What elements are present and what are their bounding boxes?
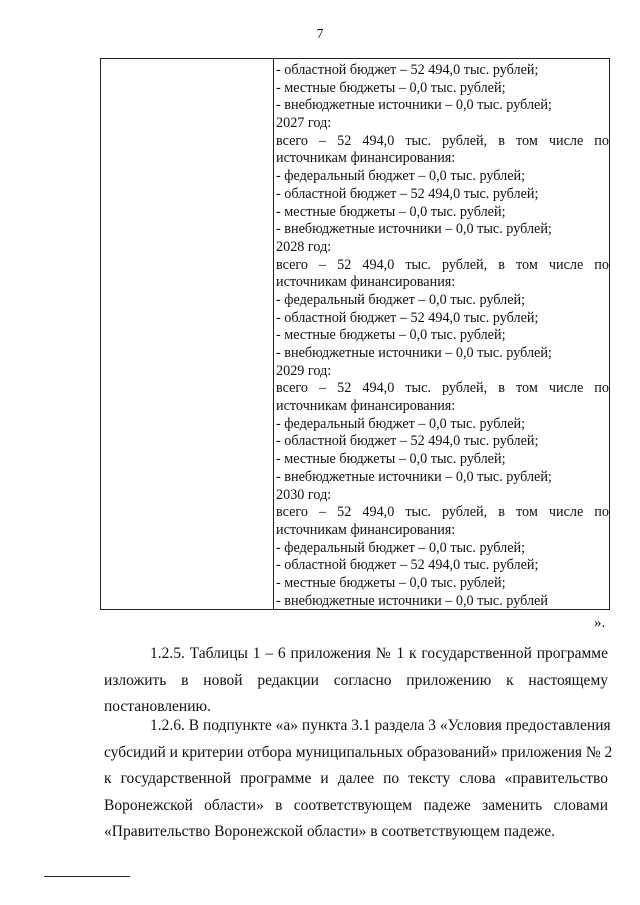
table-line: - областной бюджет – 52 494,0 тыс. рублей;	[276, 433, 539, 450]
table-line: - областной бюджет – 52 494,0 тыс. рублей;	[276, 62, 539, 78]
table-line: 2027 год:	[276, 115, 332, 132]
funding-table-cell	[276, 62, 609, 610]
table-line: источникам финансирования:	[276, 150, 456, 167]
table-line: - внебюджетные источники – 0,0 тыс. рублей;	[276, 97, 552, 114]
table-line: - местные бюджеты – 0,0 тыс. рублей;	[276, 574, 506, 591]
table-line: - областной бюджет – 52 494,0 тыс. рублей;	[276, 557, 539, 574]
table-line: - федеральный бюджет – 0,0 тыс. рублей;	[276, 539, 526, 556]
paragraph-line: изложить в новой редакции согласно приложению к настоящему	[104, 671, 608, 689]
table-line: - местные бюджеты – 0,0 тыс. рублей;	[276, 327, 506, 344]
table-line: 2028 год:	[276, 238, 332, 255]
paragraph-line: к государственной программе и далее по тексту слова «правительство	[104, 770, 608, 787]
table-line: - федеральный бюджет – 0,0 тыс. рублей;	[276, 168, 526, 185]
table-line: - областной бюджет – 52 494,0 тыс. рублей;	[276, 185, 539, 202]
paragraph-line: постановлению.	[104, 698, 211, 715]
table-line: - местные бюджеты – 0,0 тыс. рублей;	[276, 451, 506, 468]
table-line: всего – 52 494,0 тыс. рублей, в том числе по	[276, 132, 609, 149]
table-line: всего – 52 494,0 тыс. рублей, в том числе по	[276, 256, 609, 273]
table-line: - федеральный бюджет – 0,0 тыс. рублей;	[276, 291, 526, 308]
table-line: - внебюджетные источники – 0,0 тыс. рублей;	[276, 345, 552, 361]
table-column-divider	[273, 59, 274, 609]
table-line: - федеральный бюджет – 0,0 тыс. рублей;	[276, 415, 526, 432]
table-line: источникам финансирования:	[276, 398, 456, 415]
paragraph-line: Воронежской области» в соответствующем падеже заменить словами	[104, 796, 608, 814]
closing-quote: ».	[594, 615, 606, 631]
table-line: - местные бюджеты – 0,0 тыс. рублей;	[276, 203, 506, 220]
table-line: источникам финансирования:	[276, 521, 456, 538]
table-line: - внебюджетные источники – 0,0 тыс. рублей;	[276, 468, 552, 485]
paragraph-line: 1.2.6. В подпункте «а» пункта 3.1 раздела 3 «Условия предоставления	[150, 717, 611, 734]
paragraph-1-2-6	[104, 713, 613, 846]
footnote-rule	[44, 876, 130, 877]
paragraph-line: субсидий и критерии отбора муниципальных образований» приложения № 2	[104, 743, 613, 761]
table-line: - местные бюджеты – 0,0 тыс. рублей;	[276, 79, 506, 96]
table-line: - внебюджетные источники – 0,0 тыс. рублей;	[276, 221, 552, 238]
table-line: - внебюджетные источники – 0,0 тыс. рублей	[276, 592, 548, 609]
table-line: источникам финансирования:	[276, 274, 456, 291]
table-line: всего – 52 494,0 тыс. рублей, в том числе по	[276, 380, 609, 397]
table-line: - областной бюджет – 52 494,0 тыс. рублей;	[276, 309, 539, 326]
table-line: 2029 год:	[276, 362, 332, 379]
paragraph-line: «Правительство Воронежской области» в соответствующем падеже.	[104, 823, 555, 840]
table-line: 2030 год:	[276, 486, 332, 503]
page-number: 7	[316, 27, 324, 42]
paragraph-line: 1.2.5. Таблицы 1 – 6 приложения № 1 к государственной программе	[150, 645, 608, 662]
table-line: всего – 52 494,0 тыс. рублей, в том числе по	[276, 504, 609, 521]
paragraph-1-2-5	[104, 641, 608, 721]
